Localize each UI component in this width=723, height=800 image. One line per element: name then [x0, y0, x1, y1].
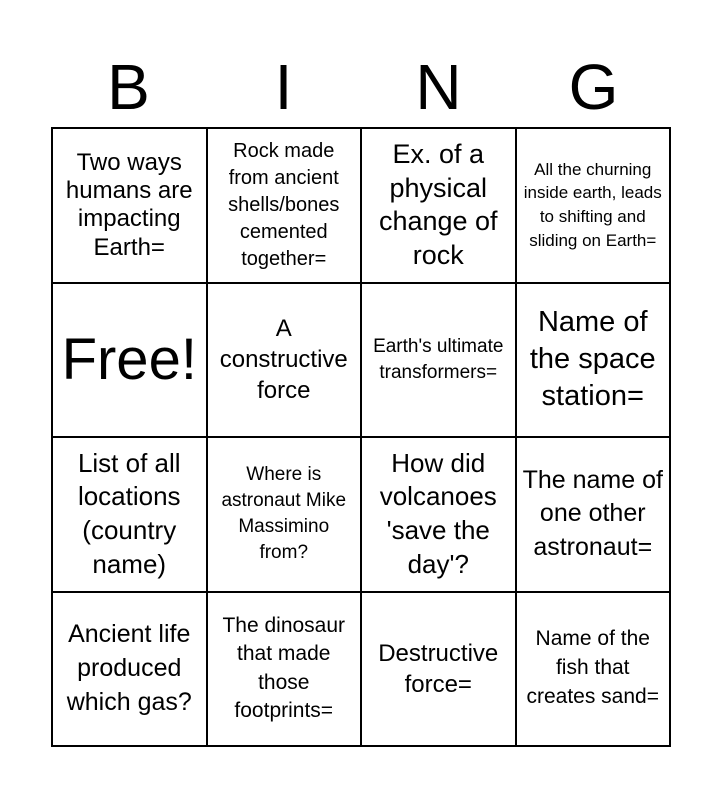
bingo-cell: [53, 438, 208, 593]
cell-text: The name of one other astronaut=: [522, 465, 663, 562]
cell-text: Two ways humans are impacting Earth=: [65, 148, 193, 261]
free-space-text: Free!: [61, 326, 197, 392]
cell-text: Name of the fish that creates sand=: [526, 627, 659, 709]
bingo-cell: [208, 129, 363, 284]
header-letter-n: N: [415, 51, 462, 123]
bingo-cell: [362, 284, 517, 439]
bingo-card-grid: [51, 127, 671, 747]
bingo-cell: [208, 284, 363, 439]
cell-text: All the churning inside earth, leads to shifting and sliding on Earth=: [523, 159, 662, 251]
bingo-cell: [53, 129, 208, 284]
header-letter-g: G: [568, 51, 619, 123]
bingo-header: [51, 52, 671, 122]
bingo-cell: [517, 284, 672, 439]
cell-text: Name of the space station=: [529, 306, 656, 413]
cell-text: Ex. of a physical change of rock: [378, 138, 498, 270]
bingo-cell: [362, 129, 517, 284]
cell-text: How did volcanoes 'save the day'?: [379, 447, 497, 580]
bingo-cell: [517, 593, 672, 748]
cell-text: Ancient life produced which gas?: [66, 620, 192, 716]
bingo-cell: [517, 438, 672, 593]
bingo-cell: [208, 593, 363, 748]
cell-text: The dinosaur that made those footprints=: [222, 614, 346, 723]
bingo-cell-free: [53, 284, 208, 439]
cell-text: Rock made from ancient shells/bones cemented together=: [228, 139, 340, 270]
cell-text: Where is astronaut Mike Massimino from?: [221, 463, 347, 564]
bingo-cell: [362, 438, 517, 593]
cell-text: A constructive force: [219, 314, 348, 405]
header-letter-i: I: [274, 51, 293, 123]
cell-text: Destructive force=: [378, 639, 499, 698]
bingo-cell: [53, 593, 208, 748]
cell-text: Earth's ultimate transformers=: [373, 335, 504, 383]
header-letter-b: B: [107, 51, 150, 123]
bingo-cell: [362, 593, 517, 748]
cell-text: List of all locations (country name): [77, 447, 181, 580]
bingo-cell: [208, 438, 363, 593]
bingo-cell: [517, 129, 672, 284]
